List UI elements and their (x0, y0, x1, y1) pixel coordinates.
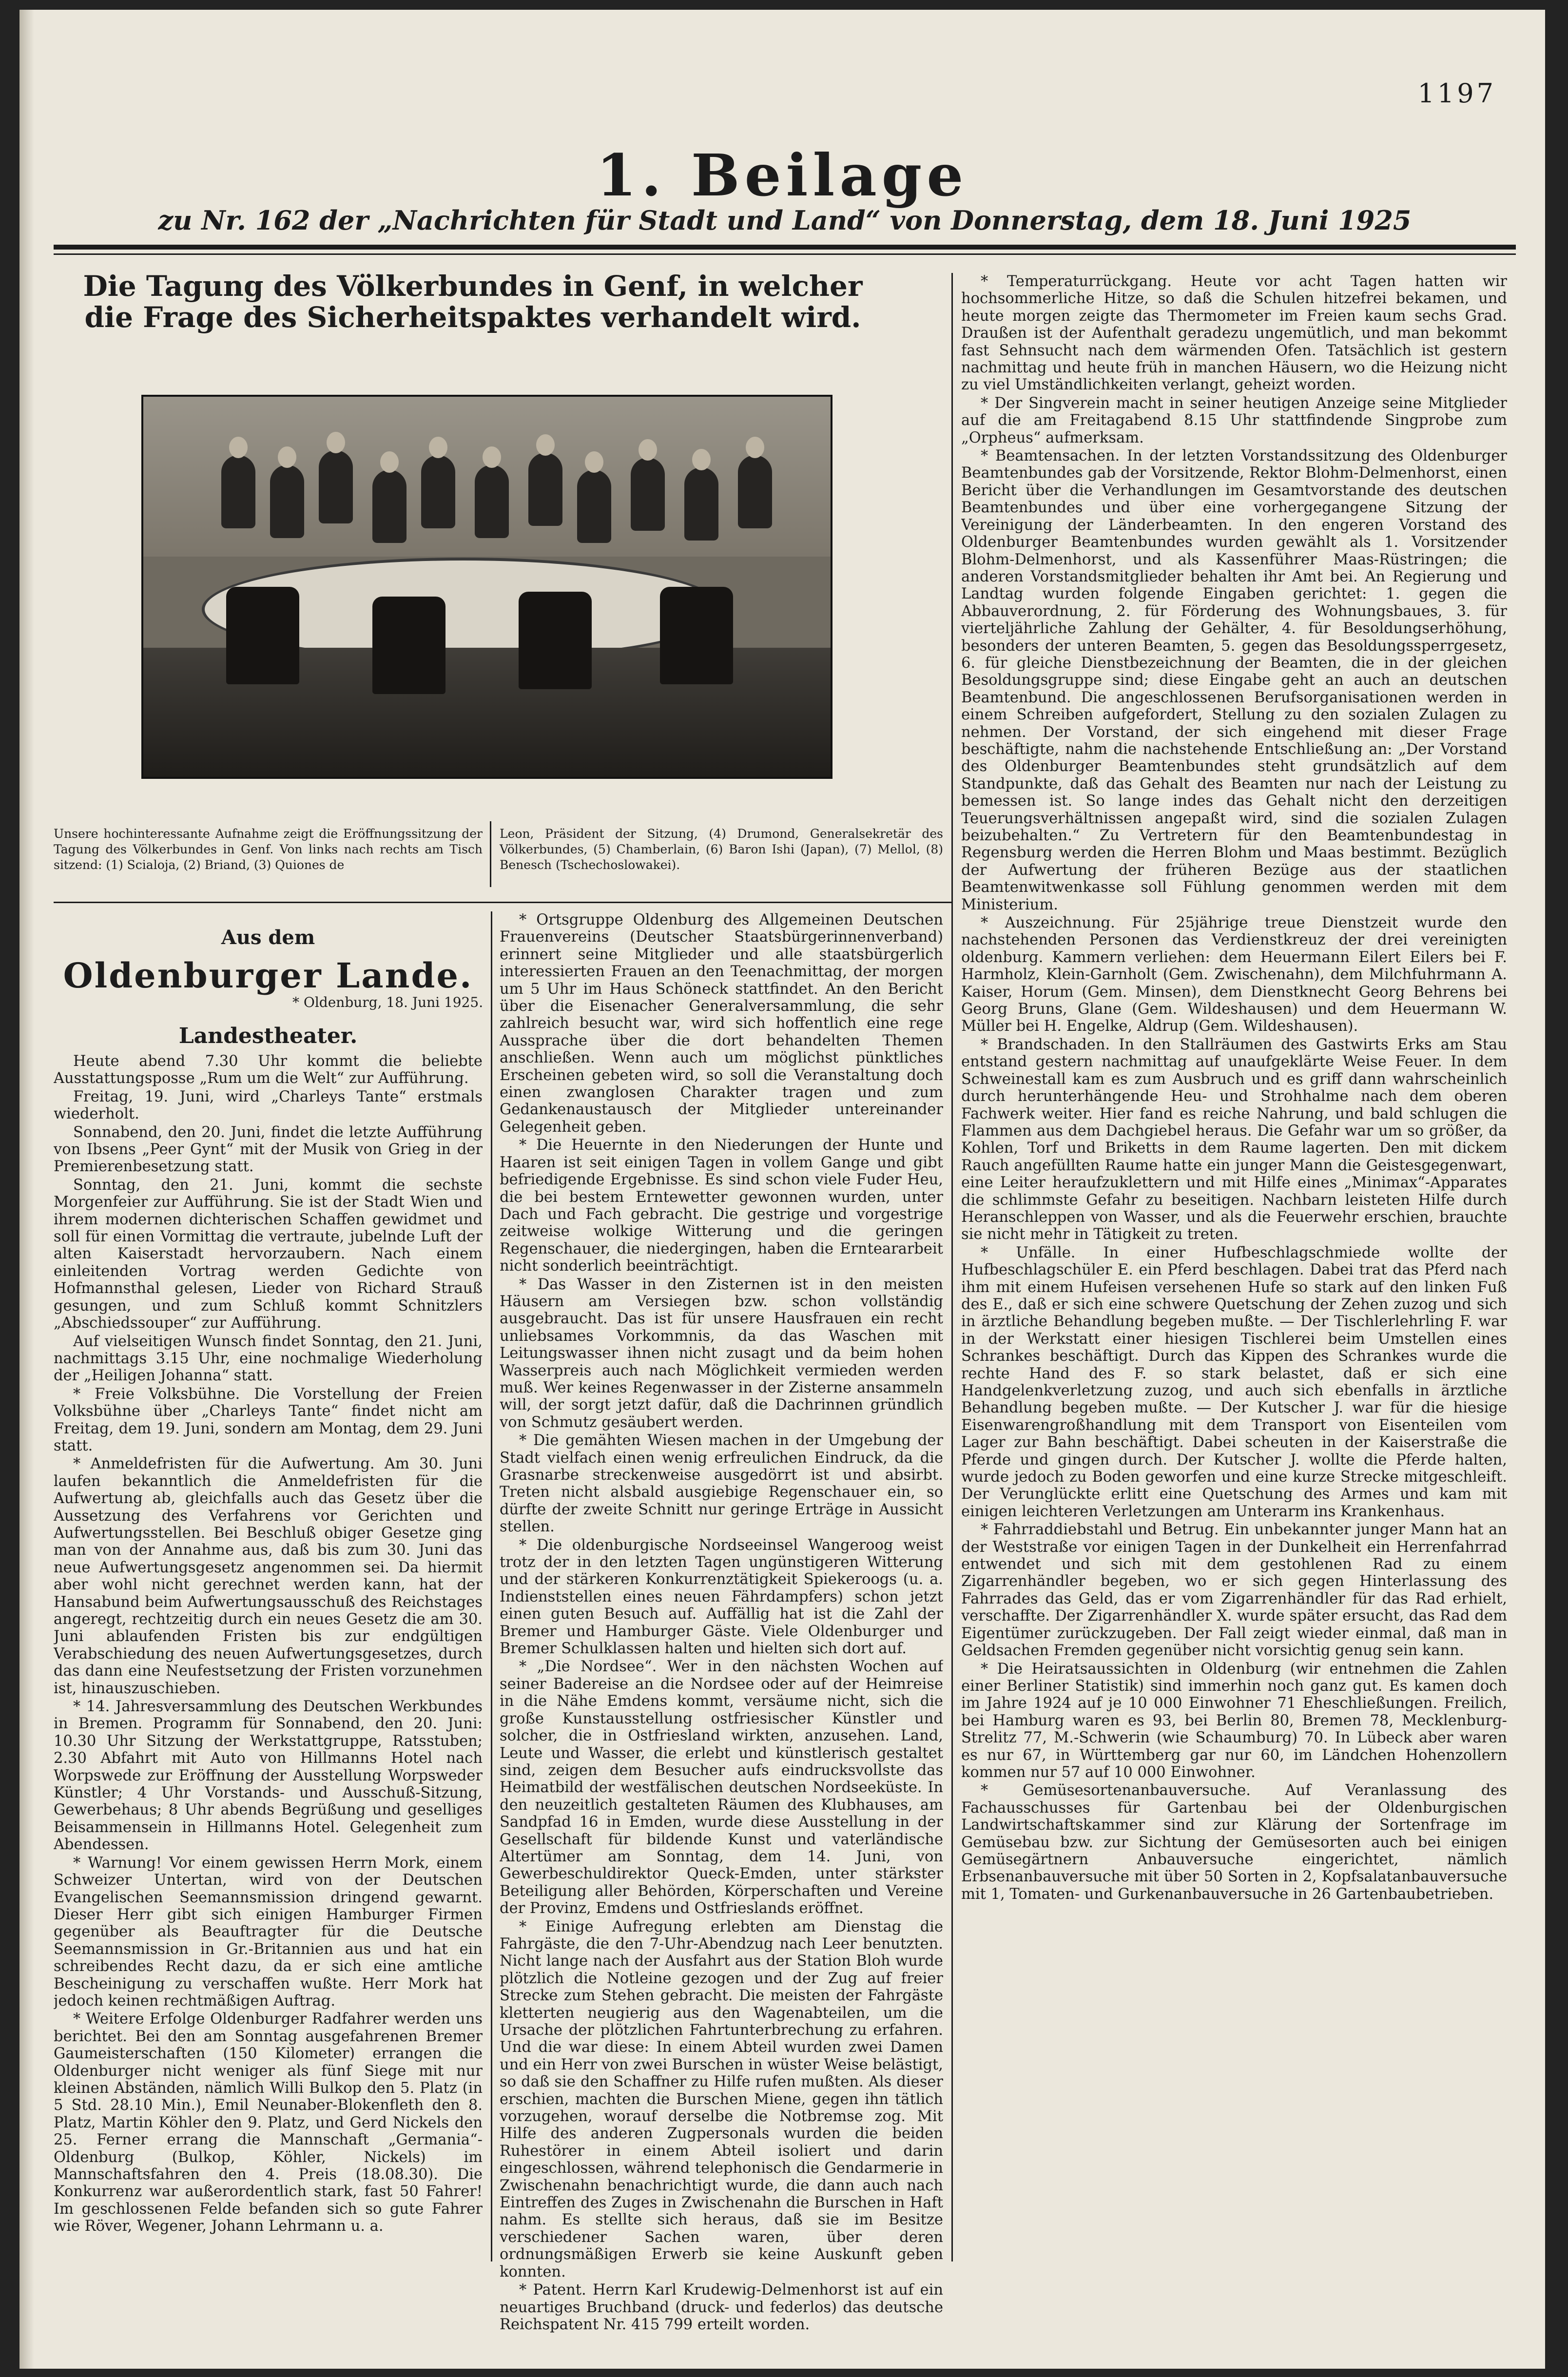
article-paragraph: * Temperaturrückgang. Heute vor acht Tagen hatten wir hochsommerliche Hitze, so daß die Schulen hitzefrei bekamen, und heute morgen zeigte das Thermometer im Freien kaum sechs Grad. Draußen ist der Aufenthalt geradezu ungemütlich, und man bekommt fast Sehnsucht nach dem wärmenden Ofen. Tatsächlich ist gestern nachmittag und heute früh in manchen Häusern, wo die Heizung nicht zu viel Umständlichkeiten verlangt, geheizt worden. (961, 273, 1507, 394)
article-paragraph: * Die Heuernte in den Niederungen der Hunte und Haaren ist seit einigen Tagen in vollem Gange und gibt befriedigende Ergebnisse. Es sind schon viele Fuder Heu, die bei bestem Erntewetter gewonnen wurden, unter Dach und Fach gebracht. Die gestrige und vorgestrige zeitweise wolkige Witterung und die geringen Regenschauer, die niedergingen, haben die Ernteararbeit nicht sonderlich beeinträchtigt. (500, 1137, 943, 1275)
article-paragraph: * Die Heiratsaussichten in Oldenburg (wir entnehmen die Zahlen einer Berliner Statistik) sind immerhin noch ganz gut. Es kamen doch im Jahre 1924 auf je 10 000 Einwohner 71 Eheschließungen. Freilich, bei Hamburg waren es 93, bei Berlin 80, Bremen 78, Mecklenburg-Strelitz 77, M.-Schwerin (wie Schaumburg) 70. In Lübeck aber waren es nur 67, in Württemberg gar nur 60, im Ländchen Hohenzollern kommen nur 57 auf 10 000 Einwohner. (961, 1660, 1507, 1781)
photo-caption-left: Unsere hochinteressante Aufnahme zeigt die Eröffnungssitzung der Tagung des Völkerbundes in Genf. Von links nach rechts am Tisch sitzend: (1) Scialoja, (2) Briand, (3) Quiones de (54, 827, 483, 872)
supplement-subtitle: zu Nr. 162 der „Nachrichten für Stadt und Land“ von Donnerstag, dem 18. Juni 1925 (158, 205, 1412, 236)
column-rule-left (491, 911, 492, 2261)
newspaper-page (19, 10, 1545, 2369)
column-right (961, 273, 1507, 2359)
article-paragraph: Auf vielseitigen Wunsch findet Sonntag, den 21. Juni, nachmittags 3.15 Uhr, eine nochmalige Wiederholung der „Heiligen Johanna“ statt. (54, 1333, 483, 1385)
lead-bottom-rule (54, 902, 951, 903)
column-middle (500, 911, 943, 2359)
article-paragraph: Heute abend 7.30 Uhr kommt die beliebte Ausstattungsposse „Rum um die Welt“ zur Aufführung. (54, 1053, 483, 1087)
article-paragraph: * Ortsgruppe Oldenburg des Allgemeinen Deutschen Frauenvereins (Deutscher Staatsbürgerinnenverband) erinnert seine Mitglieder und alle staatsbürgerlich interessierten Frauen an den Teenachmittag, der morgen um 5 Uhr im Haus Schöneck stattfindet. An den Bericht über die Eisenacher Generalversammlung, die sehr zahlreich besucht war, wird sich hoffentlich eine rege Aussprache über die dort behandelten Themen anschließen. Wenn auch um möglichst pünktliches Erscheinen gebeten wird, so soll die Veranstaltung doch einen zwanglosen Charakter tragen und zum Gedankenaustausch der Mitglieder untereinander Gelegenheit geben. (500, 911, 943, 1136)
article-paragraph: * Der Singverein macht in seiner heutigen Anzeige seine Mitglieder auf die am Freitagabend 8.15 Uhr stattfindende Singprobe zum „Orpheus“ aufmerksam. (961, 394, 1507, 446)
article-paragraph: * Gemüsesortenanbauversuche. Auf Veranlassung des Fachausschusses für Gartenbau bei der Oldenburgischen Landwirtschaftskammer sind zur Klärung der Sortenfrage im Gemüsebau bzw. zur Sichtung der Gemüsesorten auch bei einigen Gemüsegärtnern Anbauversuche eingerichtet, nämlich Erbsenanbauversuche mit über 50 Sorten in 2, Kopfsalatanbauversuche mit 1, Tomaten- und Gurkenanbauversuche in 26 Gartenbaubetrieben. (961, 1782, 1507, 1903)
section-title: Oldenburger Lande. (63, 955, 473, 996)
article-paragraph: * Unfälle. In einer Hufbeschlagschmiede wollte der Hufbeschlagschüler E. ein Pferd beschlagen. Dabei trat das Pferd nach ihm mit einem Hufeisen versehenen Hufe so stark auf den linken Fuß des E., daß er sich eine schwere Quetschung der Zehen zuzog und sich in ärztliche Behandlung begeben mußte. — Der Tischlerlehrling F. war in der Werkstatt einer hiesigen Tischlerei beim Umstellen eines Schrankes beschäftigt. Durch das Kippen des Schrankes wurde die rechte Hand des F. so stark belastet, daß er sich eine Handgelenkverletzung zuzog, und auch sich ebenfalls in ärztliche Behandlung begeben mußte. — Der Kutscher J. war für die hiesige Eisenwarengroßhandlung mit dem Transport von Eisenteilen vom Lager zur Bahn beschäftigt. Dabei scheuten in der Kaiserstraße die Pferde und gingen durch. Der Kutscher J. wollte die Pferde halten, wurde jedoch zu Boden geworfen und eine kurze Strecke mitgeschleift. Der Verunglückte erlitt eine Quetschung des Armes und kam mit einigen leichteren Verletzungen am Unterarm ins Krankenhaus. (961, 1244, 1507, 1520)
article-paragraph: * Auszeichnung. Für 25jährige treue Dienstzeit wurde den nachstehenden Personen das Verdienstkreuz der drei vereinigten oldenburg. Kammern verliehen: dem Heuermann Eilert Eilers bei F. Harmholz, Klein-Garnholt (Gem. Zwischenahn), dem Milchfuhrmann A. Kaiser, Horum (Gem. Minsen), dem Dienstknecht Georg Behrens bei Georg Bruns, Glane (Gem. Wildeshausen) und dem Heuermann W. Müller bei H. Engelke, Aldrup (Gem. Wildeshausen). (961, 914, 1507, 1035)
article-paragraph: * Die oldenburgische Nordseeinsel Wangeroog weist trotz der in den letzten Tagen ungünstigeren Witterung und der stärkeren Konkurrenztätigkeit Spiekeroogs (u. a. Indienststellen eines neuen Fährdampfers) schon jetzt einen guten Besuch auf. Auffällig hat ist die Zahl der Bremer und Hamburger Gäste. Viele Oldenburger und Bremer Schulklassen halten und hielten sich dort auf. (500, 1536, 943, 1658)
article-paragraph: * Weitere Erfolge Oldenburger Radfahrer werden uns berichtet. Bei den am Sonntag ausgefahrenen Bremer Gaumeisterschaften (150 Kilometer) errangen die Oldenburger nicht weniger als fünf Siege mit nur kleinen Abständen, nämlich Willi Bulkop den 5. Platz (in 5 Std. 28.10 Min.), Emil Neunaber-Blokenfleth den 8. Platz, Martin Köhler den 9. Platz, und Gerd Nickels den 25. Ferner errang die Mannschaft „Germania“-Oldenburg (Bulkop, Köhler, Nickels) im Mannschaftsfahren den 4. Preis (18.08.30). Die Konkurrenz war außerordentlich stark, fast 50 Fahrer! Im geschlossenen Felde befanden sich so gute Fahrer wie Röver, Wegener, Johann Lehrmann u. a. (54, 2010, 483, 2235)
section-kicker: Aus dem (221, 926, 315, 949)
column-left (54, 1053, 483, 2359)
article-paragraph: * Die gemähten Wiesen machen in der Umgebung der Stadt vielfach einen wenig erfreulichen Eindruck, da die Grasnarbe streckenweise ausgedörrt ist und absirbt. Treten nicht alsbald ausgiebige Regenschauer ein, so dürfte der zweite Schnitt nur geringe Erträge in Aussicht stellen. (500, 1432, 943, 1536)
article-paragraph: * Warnung! Vor einem gewissen Herrn Mork, einem Schweizer Untertan, wird von der Deutschen Evangelischen Seemannsmission dringend gewarnt. Dieser Herr gibt sich einigen Hamburger Firmen gegenüber als Beauftragter für die Deutsche Seemannsmission in Gr.-Britannien aus und hat ein schreibendes Recht dazu, da er sich eine amtliche Bescheinigung zu verschaffen wußte. Herr Mork hat jedoch keinen rechtmäßigen Auftrag. (54, 1854, 483, 2010)
article-paragraph: * Anmeldefristen für die Aufwertung. Am 30. Juni laufen bekanntlich die Anmeldefristen für die Aufwertung ab, gleichfalls auch das Gesetz über die Aussetzung des Verfahrens vor Gerichten und Aufwertungsstellen. Bei Beschluß obiger Gesetze ging man von der Annahme aus, daß bis zum 30. Juni das neue Aufwertungsgesetz angenommen sei. Da hiermit aber wohl nicht gerechnet werden kann, hat der Hansabund beim Aufwertungsausschuß des Reichstages angeregt, rechtzeitig durch ein neues Gesetz die am 30. Juni ablaufenden Fristen bis zur endgültigen Verabschiedung des neuen Aufwertungsgesetzes, durch das dann eine Neufestsetzung der Fristen vorzunehmen ist, hinauszuschieben. (54, 1455, 483, 1697)
article-paragraph: * Patent. Herrn Karl Krudewig-Delmenhorst ist auf ein neuartiges Bruchband (druck- und federlos) das deutsche Reichspatent Nr. 415 799 erteilt worden. (500, 2281, 943, 2333)
page-spine-shadow (19, 10, 34, 2369)
article-paragraph: Sonnabend, den 20. Juni, findet die letzte Aufführung von Ibsens „Peer Gynt“ mit der Musik von Grieg in der Premierenbesetzung statt. (54, 1123, 483, 1176)
article-paragraph: * „Die Nordsee“. Wer in den nächsten Wochen auf seiner Badereise an die Nordsee oder auf der Heimreise in die Nähe Emdens kommt, versäume nicht, sich die große Kunstausstellung ostfriesischer Künstler und solcher, die in Ostfriesland wirkten, anzusehen. Land, Leute und Wasser, die erlebt und künstlerisch gestaltet sind, zeigen dem Besucher aufs eindrucksvollste das Heimatbild der westfälischen deutschen Nordseeküste. In den neuzeitlich gestalteten Räumen des Klubhauses, am Sandpfad 16 in Emden, wurde diese Ausstellung in der Gesellschaft für bildende Kunst und vaterländische Altertümer am Sonntag, dem 14. Juni, von Gewerbeschuldirektor Queck-Emden, unter stärkster Beteiligung aller Behörden, Körperschaften und Vereine der Provinz, Emdens und Ostfrieslands eröffnet. (500, 1658, 943, 1917)
column-rule-right (951, 273, 953, 2261)
page-number: 1197 (1417, 78, 1496, 109)
article-paragraph: * Fahrraddiebstahl und Betrug. Ein unbekannter junger Mann hat an der Weststraße vor einigen Tagen in der Dunkelheit ein Herrenfahrrad entwendet und sich mit dem gestohlenen Rad zu einem Zigarrenhändler begeben, wo er sich gegen Hinterlassung des Fahrrades das Geld, das er vom Zigarrenhändler für das Rad erhielt, verschaffte. Der Zigarrenhändler X. wurde später ersucht, das Rad dem Eigentümer zurückzugeben. Der Fall zeigt wieder einmal, daß man in Geldsachen Fremden gegenüber nicht vorsichtig genug sein kann. (961, 1521, 1507, 1660)
photo-caption-right: Leon, Präsident der Sitzung, (4) Drumond, Generalsekretär des Völkerbundes, (5) Chamberlain, (6) Baron Ishi (Japan), (7) Mellol, (8) Benesch (Tschechoslowakei). (500, 827, 943, 872)
lead-photo (141, 395, 832, 779)
article-paragraph: * Das Wasser in den Zisternen ist in den meisten Häusern am Versiegen bzw. schon vollständig ausgebraucht. Das ist für unsere Hausfrauen ein recht unliebsames Vorkommnis, da das Waschen mit Leitungswasser ihnen nicht zusagt und da beim hohen Wasserpreis auch nach Möglichkeit vermieden werden muß. Wer keines Regenwasser in der Zisterne ansammeln will, der sorgt jetzt dafür, daß die Dachrinnen gründlich von Schmutz gesäubert werden. (500, 1275, 943, 1431)
lead-headline: Die Tagung des Völkerbundes in Genf, in welcher die Frage des Sicherheitspaktes verhandelt wird. (83, 270, 863, 334)
section-dateline: * Oldenburg, 18. Juni 1925. (292, 994, 484, 1010)
theater-subhead: Landestheater. (178, 1024, 358, 1048)
article-paragraph: * Brandschaden. In den Stallräumen des Gastwirts Erks am Stau entstand gestern nachmittag auf unaufgeklärte Weise Feuer. In dem Schweinestall kam es zum Ausbruch und es griff dann wahrscheinlich durch herunterhängende Heu- und Strohhalme nach dem oberen Fachwerk weiter. Hier fand es reiche Nahrung, und bald schlugen die Flammen aus dem Dachgiebel heraus. Die Gefahr war um so größer, da Kohlen, Torf und Briketts in dem Raume lagerten. Den mit dickem Rauch angefüllten Raume hatte ein junger Mann die Geistesgegenwart, eine Leiter heraufzuklettern und mit Hilfe eines „Minimax“-Apparates die schlimmste Gefahr zu beseitigen. Nachbarn leisteten Hilfe durch Heranschleppen von Wasser, und als die Feuerwehr erschien, brauchte sie nicht mehr in Tätigkeit zu treten. (961, 1036, 1507, 1243)
article-paragraph: * 14. Jahresversammlung des Deutschen Werkbundes in Bremen. Programm für Sonnabend, den 20. Juni: 10.30 Uhr Sitzung der Werkstattgruppe, Ratsstuben; 2.30 Abfahrt mit Auto von Hillmanns Hotel nach Worpswede zur Eröffnung der Ausstellung Worpsweder Künstler; 4 Uhr Vorstands- und Ausschuß-Sitzung, Gewerbehaus; 8 Uhr abends Begrüßung und geselliges Beisammensein in Hillmanns Hotel. Gelegenheit zum Abendessen. (54, 1698, 483, 1854)
header-rule-thick (54, 245, 1516, 250)
supplement-title: 1. Beilage (596, 141, 968, 209)
article-paragraph: * Einige Aufregung erlebten am Dienstag die Fahrgäste, die den 7-Uhr-Abendzug nach Leer benutzten. Nicht lange nach der Ausfahrt aus der Station Bloh wurde plötzlich die Notleine gezogen und der Zug auf freier Strecke zum Stehen gebracht. Die meisten der Fahrgäste kletterten neugierig aus den Wagenabteilen, um die Ursache der plötzlichen Fahrtunterbrechung zu erfahren. Und die war diese: In einem Abteil wurden zwei Damen und ein Herr von zwei Burschen in wüster Weise belästigt, so daß sie den Schaffner zu Hilfe rufen mußten. Als dieser erschien, machten die Burschen Miene, gegen ihn tätlich vorzugehen, worauf derselbe die Notbremse zog. Mit Hilfe des anderen Zugpersonals wurden die beiden Ruhestörer in einem Abteil isoliert und darin eingeschlossen, während telephonisch die Gendarmerie in Zwischenahn benachrichtigt wurde, die dann auch nach Eintreffen des Zuges in Zwischenahn die Burschen in Haft nahm. Es stellte sich heraus, daß sie im Besitze verschiedener Sachen waren, über deren ordnungsmäßigen Erwerb sie keine Auskunft geben konnten. (500, 1918, 943, 2280)
header-rule-thin (54, 253, 1516, 255)
article-paragraph: Freitag, 19. Juni, wird „Charleys Tante“ erstmals wiederholt. (54, 1088, 483, 1123)
article-paragraph: * Beamtensachen. In der letzten Vorstandssitzung des Oldenburger Beamtenbundes gab der Vorsitzende, Rektor Blohm-Delmenhorst, einen Bericht über die Verhandlungen im Gesamtvorstande des deutschen Beamtenbundes und über eine vorhergegangene Sitzung der Vereinigung der Länderbeamten. In den engeren Vorstand des Oldenburger Beamtenbundes wurden gewählt als 1. Vorsitzender Blohm-Delmenhorst, und als Kassenführer Maas-Rüstringen; die anderen Vorstandsmitglieder behalten ihr Amt bei. An Regierung und Landtag wurden folgende Eingaben gerichtet: 1. gegen die Abbauverordnung, 2. für Förderung des Wohnungsbaues, 3. für vierteljährliche Zahlung der Gehälter, 4. für Besoldungserhöhung, besonders der unteren Beamten, 5. gegen das Besoldungssperrgesetz, 6. für gleiche Dienstbezeichnung der Beamten, die in der gleichen Besoldungsgruppe sind; diese Eingabe geht an auch an deutschen Beamtenbund. Die angeschlossenen Berufsorganisationen werden in einem Schreiben aufgefordert, Stellung zu den sozialen Zulagen zu nehmen. Der Vorstand, der sich eingehend mit dieser Frage beschäftigte, nahm die nachstehende Entschließung an: „Der Vorstand des Oldenburger Beamtenbundes steht grundsätzlich auf dem Standpunkte, daß das Gehalt des Beamten nur nach der Leistung zu bemessen ist. So lange indes das Gehalt nicht den derzeitigen Teuerungsverhältnissen angepaßt wird, sind die sozialen Zulagen beizubehalten.“ Zu Vertretern für den Beamtenbundestag in Regensburg werden die Herren Blohm und Maas bestimmt. Bezüglich der Aufwertung der früheren Bezüge aus der staatlichen Beamtenwitwenkasse soll Fühlung genommen werden mit dem Ministerium. (961, 447, 1507, 913)
article-paragraph: Sonntag, den 21. Juni, kommt die sechste Morgenfeier zur Aufführung. Sie ist der Stadt Wien und ihrem modernen dichterischen Schaffen gewidmet und soll für einen Vormittag die vertraute, jubelnde Luft der alten Kaiserstadt hervorzaubern. Nach einem einleitenden Vortrag werden Gedichte von Hofmannsthal gelesen, Lieder von Richard Strauß gesungen, und zum Schluß kommt Schnitzlers „Abschiedssouper“ zur Aufführung. (54, 1176, 483, 1332)
caption-divider (490, 821, 491, 887)
article-paragraph: * Freie Volksbühne. Die Vorstellung der Freien Volksbühne über „Charleys Tante“ findet nicht am Freitag, dem 19. Juni, sondern am Montag, dem 29. Juni statt. (54, 1385, 483, 1454)
